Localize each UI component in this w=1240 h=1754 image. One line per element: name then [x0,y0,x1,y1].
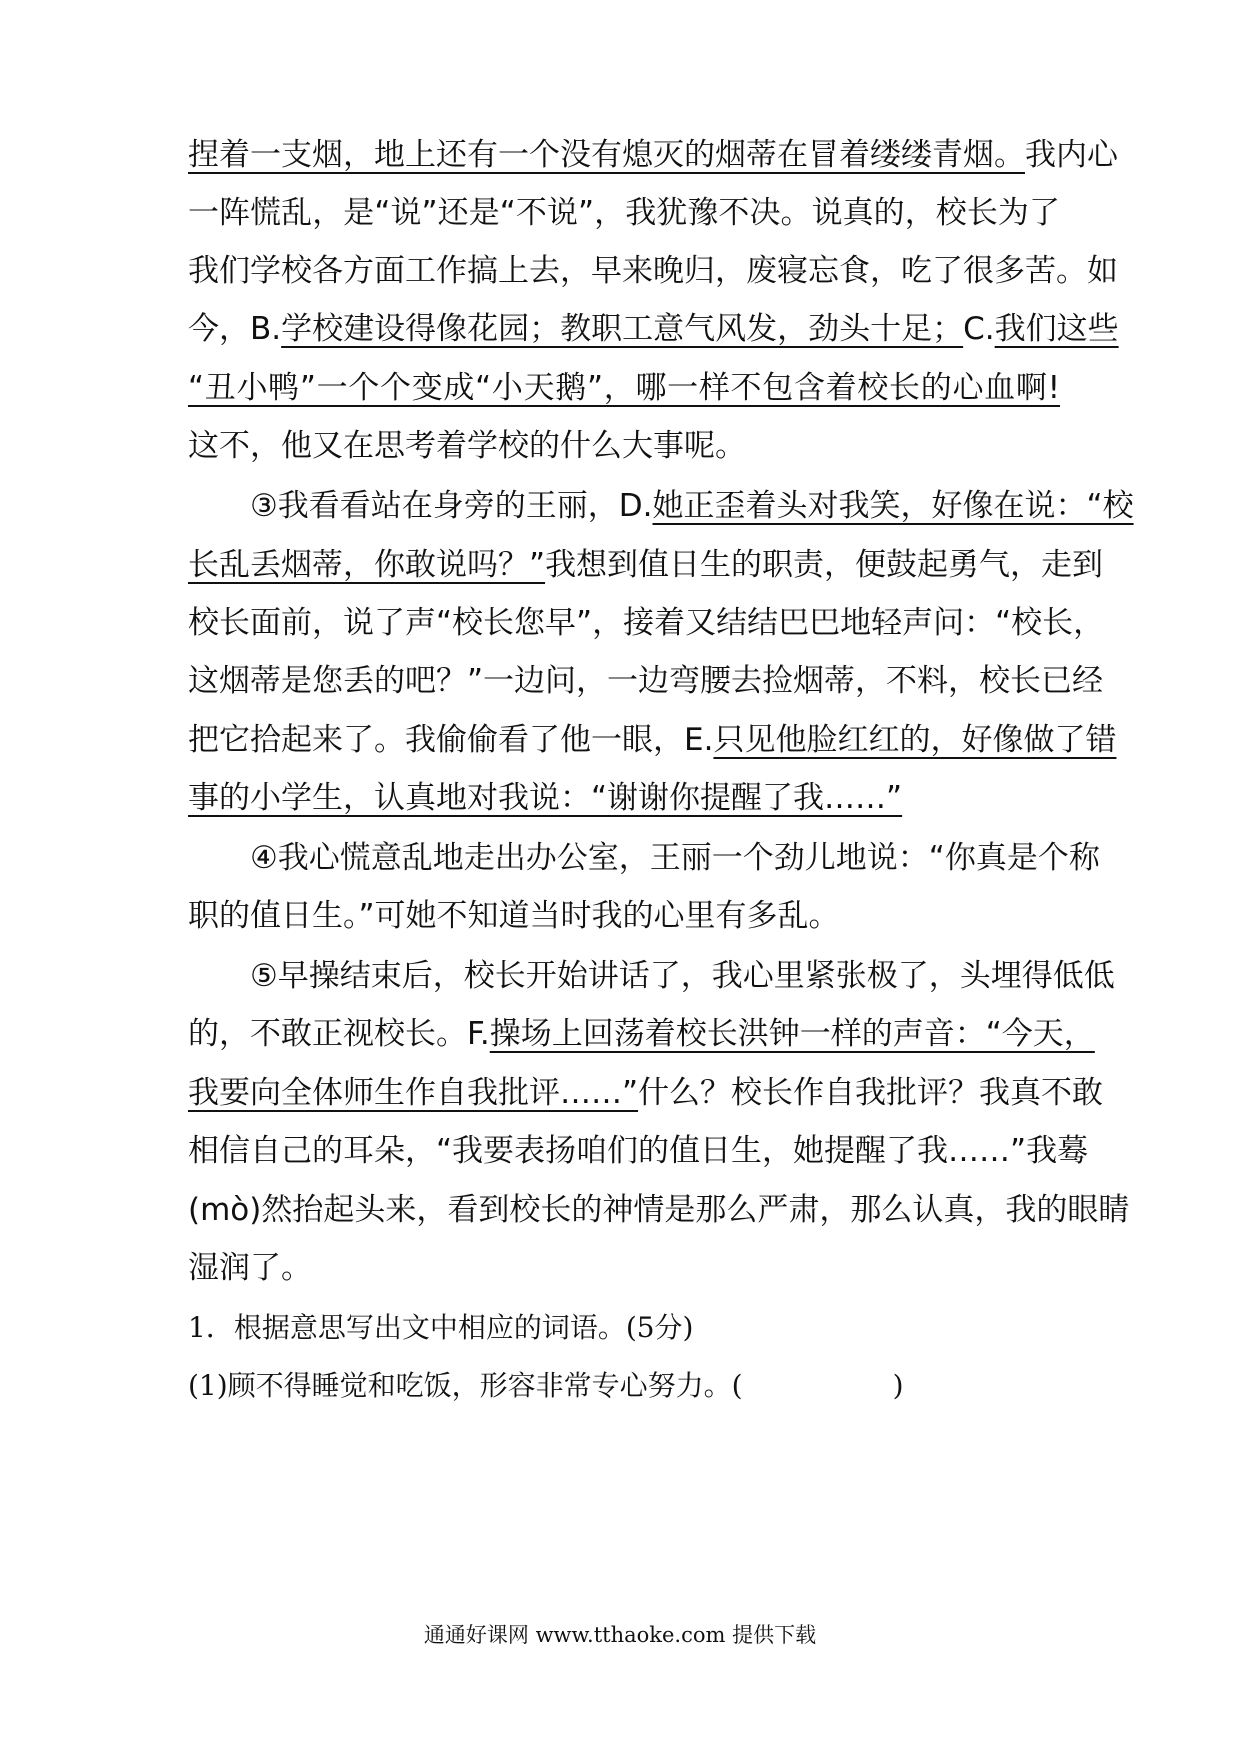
passage-line [188,135,1118,175]
footer-watermark: 通通好课网 www.tthaoke.com 提供下载 [423,1623,817,1647]
passage-text: ⑤早操结束后，校长开始讲话了，我心里紧张极了，头埋得低低 [188,958,1115,994]
passage-text: 什么？校长作自我批评？我真不敢 [638,1075,1104,1111]
passage-line [188,545,1104,585]
passage-line [188,956,1115,996]
passage-text: 相信自己的耳朵，“我要表扬咱们的值日生，她提醒了我……”我蓦 [188,1133,1089,1169]
question-1-item-1-text: (1)顾不得睡觉和吃饭，形容非常专心努力。( [188,1369,743,1402]
question-1-item-1-close: ) [892,1369,904,1402]
underlined-text: 我要向全体师生作自我批评……” [188,1075,639,1111]
passage-text: 我想到值日生的职责，便鼓起勇气，走到 [545,547,1104,583]
underlined-text: 学校建设得像花园；教职工意气风发，劲头十足； [281,311,964,347]
passage-text: 把它拾起来了。我偷偷看了他一眼，E. [188,722,714,758]
passage-text: C. [963,311,995,347]
passage-text: 我们学校各方面工作搞上去，早来晚归，废寝忘食，吃了很多苦。如 [188,253,1118,289]
underlined-text: 我们这些 [994,311,1119,347]
passage-text: 校长面前，说了声“校长您早”，接着又结结巴巴地轻声问：“校长， [188,605,1105,641]
question-1-title: 1．根据意思写出文中相应的词语。(5分) [188,1311,694,1344]
passage-line [188,896,1060,936]
passage-line [188,251,1118,291]
underlined-text: “丑小鸭”一个个变成“小天鹅”，哪一样不包含着校长的心血啊! [188,370,1060,406]
passage-line [188,309,1119,349]
passage-line [188,426,1060,466]
passage-line [188,1190,1130,1230]
question-1-item-1 [188,1366,1068,1406]
passage-text: ④我心慌意乱地走出办公室，王丽一个劲儿地说：“你真是个称 [188,840,1100,876]
passage-text: 职的值日生。”可她不知道当时我的心里有多乱。 [188,898,840,934]
passage-line [188,1131,1089,1171]
passage-text: 的，不敢正视校长。F. [188,1016,490,1052]
underlined-text: 捏着一支烟，地上还有一个没有熄灭的烟蒂在冒着缕缕青烟。 [188,137,1025,173]
passage-text: 这不，他又在思考着学校的什么大事呢。 [188,428,746,464]
passage-line [188,1248,1060,1288]
passage-line [188,1014,1095,1054]
passage-line [188,1073,1104,1113]
passage-text: (mò)然抬起头来，看到校长的神情是那么严肃，那么认真，我的眼睛 [188,1192,1130,1228]
passage-line [188,838,1100,878]
passage-text: 这烟蒂是您丢的吧？”一边问，一边弯腰去捡烟蒂，不料，校长已经 [188,663,1104,699]
passage-text: 今，B. [188,311,282,347]
passage-line [188,661,1104,701]
passage-line [188,720,1117,760]
underlined-text: 只见他脸红红的，好像做了错 [713,722,1117,758]
passage-text: ③我看看站在身旁的王丽，D. [188,488,653,524]
underlined-text: 事的小学生，认真地对我说：“谢谢你提醒了我……” [188,780,903,816]
passage-text: 一阵慌乱，是“说”还是“不说”，我犹豫不决。说真的，校长为了 [188,195,1060,231]
passage-line [188,778,1060,818]
passage-line [188,486,1134,526]
underlined-text: 操场上回荡着校长洪钟一样的声音：“今天， [489,1016,1095,1052]
underlined-text: 她正歪着头对我笑，好像在说：“校 [652,488,1134,524]
passage-line [188,368,1060,408]
passage-line [188,603,1105,643]
underlined-text: 长乱丢烟蒂，你敢说吗？” [188,547,546,583]
passage-text: 湿润了。 [188,1250,312,1286]
passage-text: 我内心 [1025,137,1118,173]
passage-line [188,193,1060,233]
